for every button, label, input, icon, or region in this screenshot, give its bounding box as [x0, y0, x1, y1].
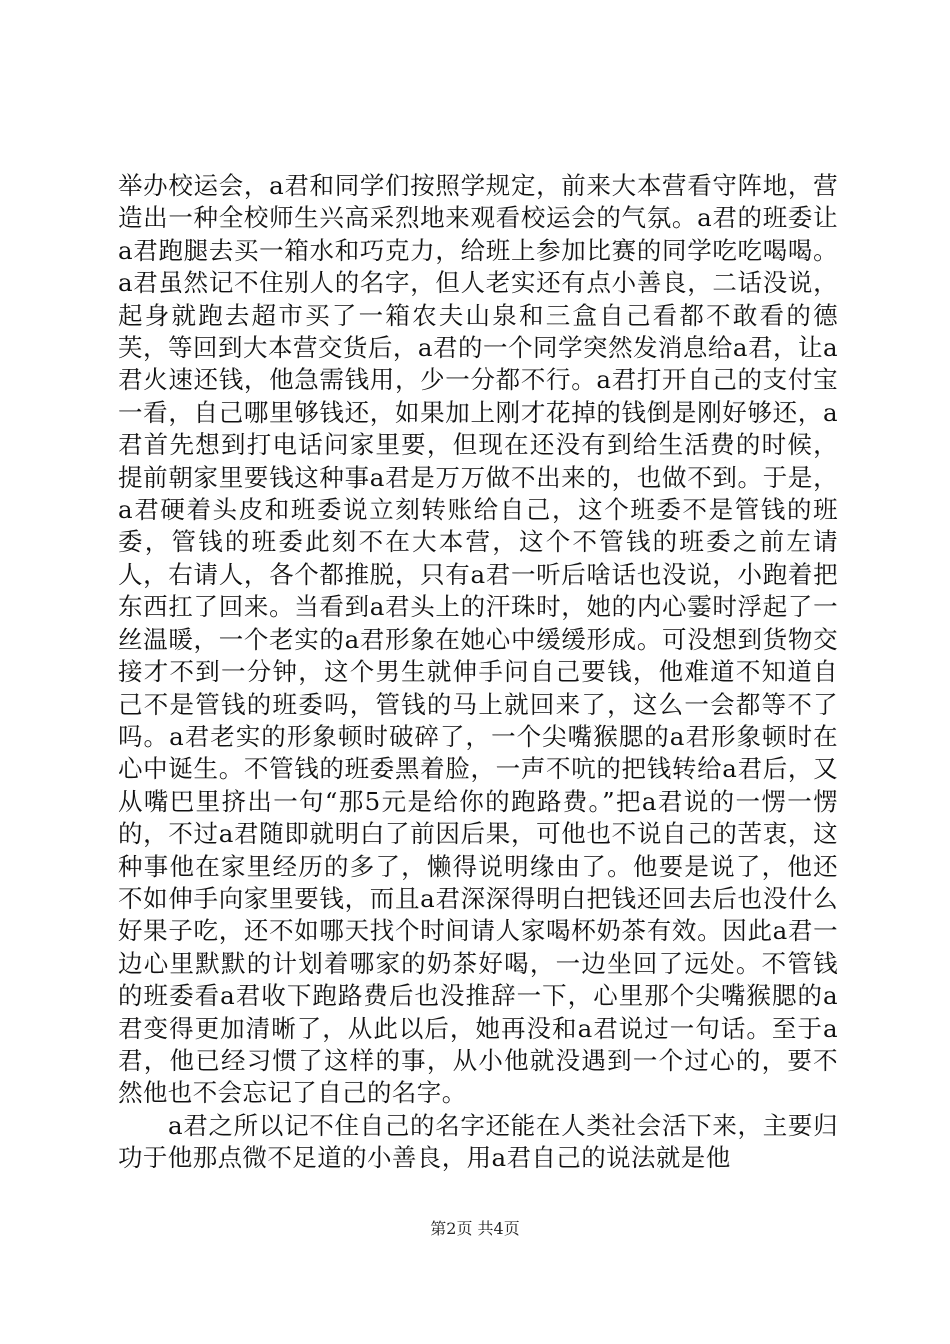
page-footer: 第2页 共4页: [430, 1219, 520, 1238]
paragraph: 举办校运会，a君和同学们按照学规定，前来大本营看守阵地，营造出一种全校师生兴高采烈地来观看校运会的气氛。a君的班委让a君跑腿去买一箱水和巧克力，给班上参加比赛的同学吃吃喝喝。a君虽然记不住别人的名字，但人老实还有点小善良，二话没说，起身就跑去超市买了一箱农夫山泉和三盒自己看都不敢看的德芙，等回到大本营交货后，a君的一个同学突然发消息给a君，让a君火速还钱，他急需钱用，少一分都不行。a君打开自己的支付宝一看，自己哪里够钱还，如果加上刚才花掉的钱倒是刚好够还，a君首先想到打电话问家里要，但现在还没有到给生活费的时候，提前朝家里要钱这种事a君是万万做不出来的，也做不到。于是，a君硬着头皮和班委说立刻转账给自己，这个班委不是管钱的班委，管钱的班委此刻不在大本营，这个不管钱的班委之前左请人，右请人，各个都推脱，只有a君一听后啥话也没说，小跑着把东西扛了回来。当看到a君头上的汗珠时，她的内心霎时浮起了一丝温暖，一个老实的a君形象在她心中缓缓形成。可没想到货物交接才不到一分钟，这个男生就伸手问自己要钱，他难道不知道自己不是管钱的班委吗，管钱的马上就回来了，这么一会都等不了吗。a君老实的形象顿时破碎了，一个尖嘴猴腮的a君形象顿时在心中诞生。不管钱的班委黑着脸，一声不吭的把钱转给a君后，又从嘴巴里挤出一句“那5元是给你的跑路费。”把a君说的一愣一愣的，不过a君随即就明白了前因后果，可他也不说自己的苦衷，这种事他在家里经历的多了，懒得说明缘由了。他要是说了，他还不如伸手向家里要钱，而且a君深深得明白把钱还回去后也没什么好果子吃，还不如哪天找个时间请人家喝杯奶茶有效。因此a君一边心里默默的计划着哪家的奶茶好喝，一边坐回了远处。不管钱的班委看a君收下跑路费后也没推辞一下，心里那个尖嘴猴腮的a君变得更加清晰了，从此以后，她再没和a君说过一句话。至于a君，他已经习惯了这样的事，从小他就没遇到一个过心的，要不然他也不会忘记了自己的名字。: [118, 171, 838, 1108]
body-text: [118, 170, 838, 1175]
paragraph: a君之所以记不住自己的名字还能在人类社会活下来，主要归功于他那点微不足道的小善良，用a君自己的说法就是他: [118, 1110, 838, 1173]
